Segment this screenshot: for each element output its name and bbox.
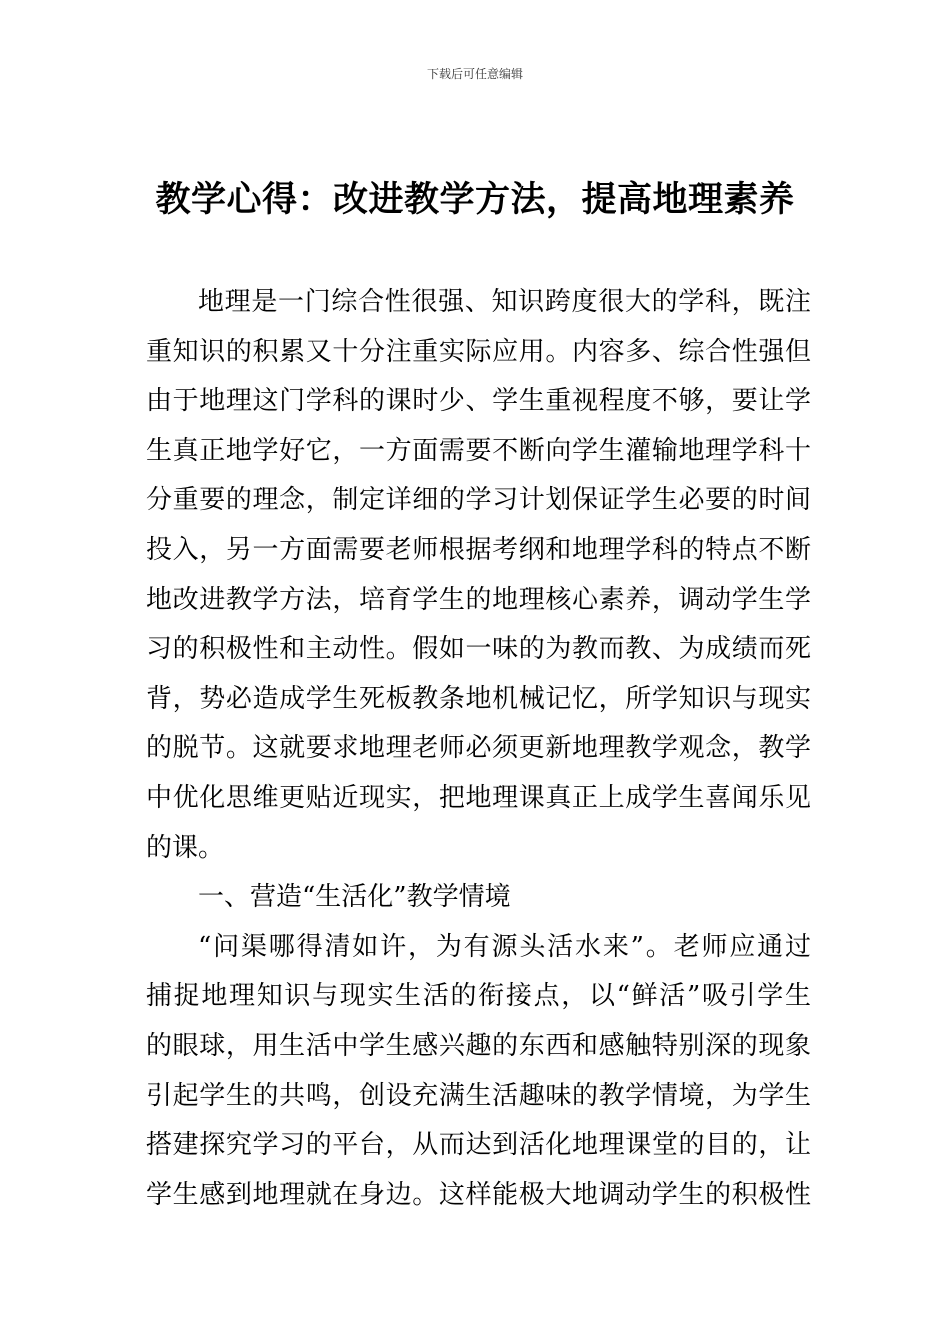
text-line: 分重要的理念，制定详细的学习计划保证学生必要的时间 — [146, 485, 811, 516]
text-line: 习的积极性和主动性。假如一味的为教而教、为成绩而死 — [146, 634, 811, 665]
section-heading-text: 一、营造“生活化”教学情境 — [198, 882, 511, 913]
section-heading — [146, 873, 811, 923]
text-line: 由于地理这门学科的课时少、学生重视程度不够，要让学 — [146, 386, 811, 417]
text-line: 捕捉地理知识与现实生活的衔接点，以“鲜活”吸引学生 — [146, 981, 811, 1012]
text-line: 地改进教学方法，培育学生的地理核心素养，调动学生学 — [146, 584, 811, 615]
document-body — [146, 278, 811, 1220]
document-title: 教学心得：改进教学方法，提高地理素养 — [155, 179, 795, 220]
text-line: 重知识的积累又十分注重实际应用。内容多、综合性强但 — [146, 336, 811, 367]
paragraph-intro — [146, 278, 811, 873]
text-line: 背，势必造成学生死板教条地机械记忆，所学知识与现实 — [146, 683, 811, 714]
text-line: 引起学生的共鸣，创设充满生活趣味的教学情境，为学生 — [146, 1080, 811, 1111]
text-line: 学生感到地理就在身边。这样能极大地调动学生的积极性 — [146, 1179, 811, 1210]
text-line: 的脱节。这就要求地理老师必须更新地理教学观念，教学 — [146, 733, 811, 764]
header-note: 下载后可任意编辑 — [426, 67, 523, 81]
text-line: 的课。 — [146, 832, 225, 863]
text-line: 地理是一门综合性很强、知识跨度很大的学科，既注 — [198, 287, 811, 317]
paragraph-section-one — [146, 923, 811, 1221]
text-line: 生真正地学好它，一方面需要不断向学生灌输地理学科十 — [146, 435, 811, 466]
text-line: 搭建探究学习的平台，从而达到活化地理课堂的目的，让 — [146, 1130, 811, 1161]
text-line: “问渠哪得清如许，为有源头活水来”。老师应通过 — [198, 931, 811, 962]
text-line: 投入，另一方面需要老师根据考纲和地理学科的特点不断 — [146, 534, 811, 565]
text-line: 中优化思维更贴近现实，把地理课真正上成学生喜闻乐见 — [146, 782, 811, 813]
text-line: 的眼球，用生活中学生感兴趣的东西和感触特别深的现象 — [146, 1030, 811, 1061]
